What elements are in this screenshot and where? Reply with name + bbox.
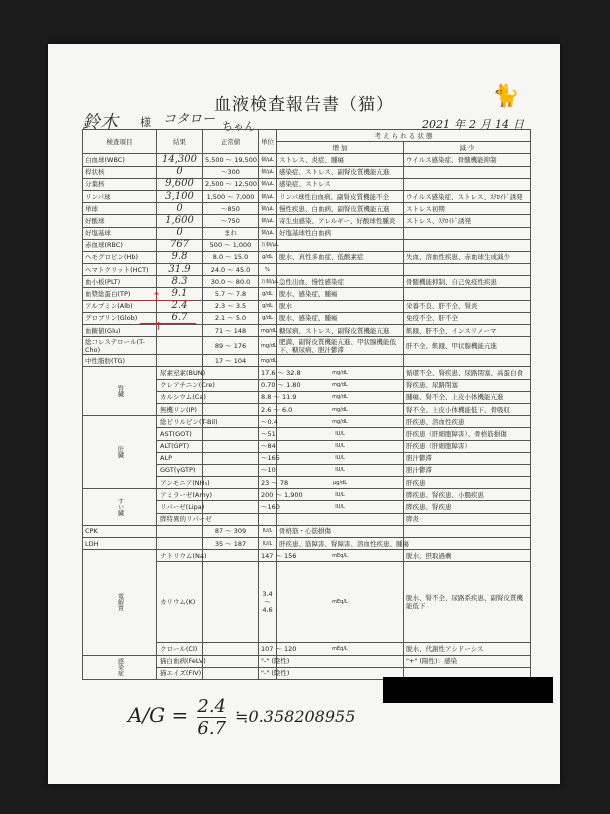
pet-name: コタロー xyxy=(163,112,216,127)
date-month: 2 xyxy=(469,118,476,131)
result-value: 0 xyxy=(157,203,203,215)
unit: IU/L xyxy=(277,464,404,476)
increase-cause: 脱水、摂取過剰 xyxy=(404,550,531,562)
owner-name: 鈴木 xyxy=(82,112,118,133)
normal-range: 17 〜 104 xyxy=(203,355,259,367)
unit: mg/dL xyxy=(277,367,404,379)
result-value xyxy=(203,452,259,464)
increase-cause: 感染症、ストレス、副腎皮質機能亢進 xyxy=(277,166,404,178)
normal-range: 500 〜 1,000 xyxy=(203,239,259,251)
item-name: 血漿総蛋白(TP) xyxy=(83,288,157,300)
unit: 個/μL xyxy=(259,190,277,202)
item-name: 総コレステロール(T-Cho) xyxy=(83,337,157,355)
col-normal: 正常値 xyxy=(203,130,259,154)
table-row xyxy=(83,239,531,251)
increase-cause: 肝疾患、筋障害、腎障害、溶血性疾患、腫瘍 xyxy=(277,538,404,550)
increase-cause: 膵疾患、腎疾患、小腸疾患 xyxy=(404,489,531,501)
item-name: 尿素窒素(BUN) xyxy=(157,367,203,379)
increase-cause: 慢性疾患、白血病、副腎皮質機能亢進 xyxy=(277,203,404,215)
unit: IU/L xyxy=(277,440,404,452)
unit: mg/dL xyxy=(259,325,277,337)
item-name: アンモニア(NH₃) xyxy=(157,477,203,489)
increase-cause: 腎疾患、尿路閉塞 xyxy=(404,379,531,391)
increase-cause xyxy=(277,239,404,251)
unit: g/dL xyxy=(259,300,277,312)
group-label: 感染症 xyxy=(83,655,157,679)
col-increase: 増 加 xyxy=(277,142,404,154)
unit: mg/dL xyxy=(277,403,404,415)
normal-range: 87 〜 309 xyxy=(203,525,259,537)
unit: mg/dL xyxy=(277,416,404,428)
normal-range: 200 〜 1,900 xyxy=(259,489,277,501)
table-row xyxy=(83,154,531,166)
increase-cause: 寄生虫感染、アレルギー、好酸球性腫炎 xyxy=(277,215,404,227)
decrease-cause: 栄養不良、肝不全、腎炎 xyxy=(404,300,531,312)
normal-range: "-" (陰性) xyxy=(259,655,277,667)
item-name: リパーゼ(Lipa) xyxy=(157,501,203,513)
normal-range: 89 〜 176 xyxy=(203,337,259,355)
decrease-cause xyxy=(404,355,531,367)
item-name: GGT(γGTP) xyxy=(157,464,203,476)
col-decrease: 減 少 xyxy=(404,142,531,154)
red-underline-glob xyxy=(140,323,196,324)
result-value: 9.8 xyxy=(157,251,203,263)
normal-range: 107 〜 120 xyxy=(259,643,277,655)
unit: % xyxy=(259,264,277,276)
unit: mEq/L xyxy=(277,550,404,562)
decrease-cause: ストレス、ｽﾃﾛｲﾄﾞ誘発 xyxy=(404,215,531,227)
unit xyxy=(277,655,404,667)
increase-cause: ストレス、炎症、腫瘍 xyxy=(277,154,404,166)
increase-cause: 胆汁鬱滞 xyxy=(404,464,531,476)
up-arrow-tp: ↑ xyxy=(152,290,162,303)
result-value xyxy=(157,355,203,367)
item-name: クロール(Cl) xyxy=(157,643,203,655)
table-row xyxy=(83,190,531,202)
item-name: 白血球(WBC) xyxy=(83,154,157,166)
report-title: 血液検査報告書（猫） xyxy=(214,95,394,115)
decrease-cause xyxy=(404,288,531,300)
unit: g/dL xyxy=(259,312,277,324)
increase-cause: 膵疾患、腎疾患 xyxy=(404,501,531,513)
increase-cause: 脱水、代謝性アシドーシス xyxy=(404,643,531,655)
group-label: すい臓 xyxy=(83,489,157,526)
result-value: 14,300 xyxy=(157,154,203,166)
decrease-cause xyxy=(404,166,531,178)
unit: 個/μL xyxy=(259,203,277,215)
table-row xyxy=(83,215,531,227)
redaction-box xyxy=(383,677,553,703)
table-row xyxy=(83,416,531,428)
result-value: 1,600 xyxy=(157,215,203,227)
table-row xyxy=(83,355,531,367)
normal-range: 30.0 〜 80.0 xyxy=(203,276,259,288)
table-row xyxy=(83,264,531,276)
increase-cause: 肝疾患（肝細胞障害） xyxy=(404,440,531,452)
increase-cause: 糖尿病、ストレス、副腎皮質機能亢進 xyxy=(277,325,404,337)
table-row xyxy=(83,525,531,537)
formula-denominator: 6.7 xyxy=(197,718,227,739)
result-value xyxy=(203,667,259,679)
unit: 万個/μL xyxy=(259,276,277,288)
item-name: ALT(GPT) xyxy=(157,440,203,452)
item-name: 中性脂肪(TG) xyxy=(83,355,157,367)
result-value: 9.1 xyxy=(157,288,203,300)
normal-range: 2.3 〜 3.5 xyxy=(203,300,259,312)
unit: IU/L xyxy=(259,538,277,550)
increase-cause: 脱水、感染症、腫瘍 xyxy=(277,288,404,300)
normal-range: 71 〜 148 xyxy=(203,325,259,337)
increase-cause: 腫瘍、腎不全、上皮小体機能亢進 xyxy=(404,391,531,403)
decrease-cause xyxy=(404,264,531,276)
normal-range xyxy=(259,513,277,525)
result-value xyxy=(203,367,259,379)
increase-cause: 好塩基球性白血病 xyxy=(277,227,404,239)
decrease-cause: 免疫不全、肝不全 xyxy=(404,312,531,324)
result-value: 767 xyxy=(157,239,203,251)
unit: mg/dL xyxy=(277,391,404,403)
increase-cause xyxy=(277,264,404,276)
item-name: 血糖値(Glu) xyxy=(83,325,157,337)
up-arrow-glob: ↑ xyxy=(154,320,164,333)
item-name: 好酸球 xyxy=(83,215,157,227)
item-name: アミラーゼ(Amy) xyxy=(157,489,203,501)
item-name: 猫白血病(FeLV) xyxy=(157,655,203,667)
unit: mg/dL xyxy=(277,379,404,391)
result-value xyxy=(157,538,203,550)
table-row xyxy=(83,288,531,300)
decrease-cause: 肝不全、飢餓、甲状腺機能亢進 xyxy=(404,337,531,355)
normal-range: 〜10 xyxy=(259,464,277,476)
normal-range: 2.1 〜 5.0 xyxy=(203,312,259,324)
group-label: 腎臓 xyxy=(83,367,157,416)
normal-range: 2.6 〜 6.0 xyxy=(259,403,277,415)
decrease-cause xyxy=(404,227,531,239)
item-name: 無機リン(IP) xyxy=(157,403,203,415)
decrease-cause: 飢餓、肝不全、インスリノーマ xyxy=(404,325,531,337)
report-paper xyxy=(48,44,560,784)
item-name: グロブリン(Glob) xyxy=(83,312,157,324)
result-value xyxy=(203,643,259,655)
col-unit: 単位 xyxy=(259,130,277,154)
increase-cause: 脱水、真性多血症、低酸素症 xyxy=(277,251,404,263)
unit: 個/μL xyxy=(259,166,277,178)
normal-range: 〜165 xyxy=(259,452,277,464)
normal-range: 〜84 xyxy=(259,440,277,452)
increase-cause: 肝疾患、溶血性疾患 xyxy=(404,416,531,428)
col-item: 検査項目 xyxy=(83,130,157,154)
increase-cause: 膵炎 xyxy=(404,513,531,525)
result-value: 6.7 xyxy=(157,312,203,324)
date-year: 2021 xyxy=(422,118,450,131)
table-row xyxy=(83,251,531,263)
decrease-cause xyxy=(404,538,531,550)
normal-range: 35 〜 187 xyxy=(203,538,259,550)
decrease-cause: ウイルス感染症、骨髄機能抑制 xyxy=(404,154,531,166)
ag-ratio-formula xyxy=(128,696,355,739)
group-label: 肝臓 xyxy=(83,416,157,489)
formula-result: ≒0.358208955 xyxy=(235,707,356,726)
normal-range: 8.8 〜 11.9 xyxy=(259,391,277,403)
result-value xyxy=(203,477,259,489)
decrease-cause: ウイルス感染症、ストレス、ｽﾃﾛｲﾄﾞ誘発 xyxy=(404,190,531,202)
decrease-cause: ストレス初期 xyxy=(404,203,531,215)
item-name: 単球 xyxy=(83,203,157,215)
item-name: アルブミン(Alb) xyxy=(83,300,157,312)
date-day: 14 xyxy=(495,118,509,131)
unit: g/dL xyxy=(259,288,277,300)
item-name: LDH xyxy=(83,538,157,550)
item-name: 好塩基球 xyxy=(83,227,157,239)
col-interp: 考 え ら れ る 状 態 xyxy=(277,130,531,142)
decrease-cause: 失血、溶血性疾患、赤血球生成減少 xyxy=(404,251,531,263)
unit: 個/μL xyxy=(259,154,277,166)
honorific-sama: 様 xyxy=(140,116,151,129)
table-row xyxy=(83,227,531,239)
result-value xyxy=(203,501,259,513)
table-row xyxy=(83,489,531,501)
cat-icon: 🐈 xyxy=(492,84,520,109)
result-value xyxy=(203,562,259,643)
normal-range: 〜160 xyxy=(259,501,277,513)
normal-range: 23 〜 78 xyxy=(259,477,277,489)
table-row xyxy=(83,655,531,667)
item-name: ヘマトクリット(HCT) xyxy=(83,264,157,276)
normal-range: 〜850 xyxy=(203,203,259,215)
unit: IU/L xyxy=(277,428,404,440)
normal-range: 17.6 〜 32.8 xyxy=(259,367,277,379)
item-name: 猫エイズ(FIV) xyxy=(157,667,203,679)
normal-range: 8.0 〜 15.0 xyxy=(203,251,259,263)
normal-range: 3.4 〜 4.6 xyxy=(259,562,277,643)
unit xyxy=(277,513,404,525)
increase-cause: 脱水 xyxy=(277,300,404,312)
table-row xyxy=(83,337,531,355)
normal-range: 24.0 〜 45.0 xyxy=(203,264,259,276)
result-value xyxy=(157,525,203,537)
increase-cause: 肝疾患 xyxy=(404,477,531,489)
result-value xyxy=(203,403,259,415)
unit: g/dL xyxy=(259,251,277,263)
increase-cause: 急性出血、慢性感染症 xyxy=(277,276,404,288)
increase-cause: 骨格筋・心筋損傷 xyxy=(277,525,404,537)
result-value xyxy=(203,428,259,440)
unit: IU/L xyxy=(277,452,404,464)
normal-range: まれ xyxy=(203,227,259,239)
decrease-cause: 骨髄機能抑制、自己免疫性疾患 xyxy=(404,276,531,288)
item-name: AST(GOT) xyxy=(157,428,203,440)
decrease-cause xyxy=(404,239,531,251)
normal-range: 〜0.4 xyxy=(259,416,277,428)
date-year-label: 年 xyxy=(454,118,465,131)
unit: 万個/μL xyxy=(259,239,277,251)
result-value: 0 xyxy=(157,227,203,239)
formula-numerator: 2.4 xyxy=(197,696,227,717)
result-value xyxy=(157,337,203,355)
increase-cause: 循環不全、腎疾患、尿路閉塞、高蛋白食 xyxy=(404,367,531,379)
normal-range: 1,500 〜 7,000 xyxy=(203,190,259,202)
item-name: リンパ球 xyxy=(83,190,157,202)
table-row xyxy=(83,538,531,550)
table-row xyxy=(83,276,531,288)
normal-range: 〜750 xyxy=(203,215,259,227)
unit: μg/dL xyxy=(277,477,404,489)
group-label: 電解質 xyxy=(83,550,157,655)
result-value: 3,100 xyxy=(157,190,203,202)
normal-range: 5,500 〜 19,500 xyxy=(203,154,259,166)
unit: IU/L xyxy=(277,501,404,513)
normal-range: "-" (陰性) xyxy=(259,667,277,679)
result-value: 31.9 xyxy=(157,264,203,276)
result-value: 2.4 xyxy=(157,300,203,312)
unit: IU/L xyxy=(277,489,404,501)
date-day-label: 日 xyxy=(513,118,524,131)
result-value xyxy=(203,440,259,452)
item-name: ヘモグロビン(Hb) xyxy=(83,251,157,263)
table-row xyxy=(83,300,531,312)
item-name: クレアチニン(Cre) xyxy=(157,379,203,391)
result-value: 8.3 xyxy=(157,276,203,288)
unit: 個/μL xyxy=(259,215,277,227)
normal-range: 0.70 〜 1.80 xyxy=(259,379,277,391)
normal-range: 5.7 〜 7.8 xyxy=(203,288,259,300)
formula-left: A/G = xyxy=(128,703,189,727)
unit: mEq/L xyxy=(277,643,404,655)
increase-cause: 肥満、副腎皮質機能亢進、甲状腺機能低下、糖尿病、胆汁鬱滞 xyxy=(277,337,404,355)
increase-cause: 脱水、感染症、腫瘍 xyxy=(277,312,404,324)
increase-cause: リンパ球性白血病、副腎皮質機能不全 xyxy=(277,190,404,202)
unit: IU/L xyxy=(259,525,277,537)
result-value xyxy=(203,464,259,476)
increase-cause xyxy=(277,355,404,367)
item-name: 総ビリルビン(T-Bil) xyxy=(157,416,203,428)
table-row xyxy=(83,325,531,337)
increase-cause: 腎不全、上皮小体機能低下、骨吸収 xyxy=(404,403,531,415)
results-body xyxy=(83,154,531,680)
honorific-chan: ちゃん xyxy=(222,120,255,133)
result-value xyxy=(203,550,259,562)
unit: 個/μL xyxy=(259,178,277,190)
normal-range: 〜300 xyxy=(203,166,259,178)
item-name: 分葉核 xyxy=(83,178,157,190)
col-result: 結果 xyxy=(157,130,203,154)
result-value: 9,600 xyxy=(157,178,203,190)
unit: mg/dL xyxy=(259,355,277,367)
decrease-cause xyxy=(404,525,531,537)
item-name: 桿状核 xyxy=(83,166,157,178)
results-table xyxy=(82,129,531,680)
table-row xyxy=(83,166,531,178)
item-name: 膵特異的リパーゼ xyxy=(157,513,203,525)
item-name: カルシウム(Ca) xyxy=(157,391,203,403)
increase-cause: 脱水、腎不全、尿路系疾患、副腎皮質機能低下 xyxy=(404,562,531,643)
result-value xyxy=(157,325,203,337)
unit: 個/μL xyxy=(259,227,277,239)
item-name: 赤血球(RBC) xyxy=(83,239,157,251)
item-name: ALP xyxy=(157,452,203,464)
result-value xyxy=(203,391,259,403)
unit: mg/dL xyxy=(259,337,277,355)
item-name: 血小板(PLT) xyxy=(83,276,157,288)
normal-range: 147 〜 156 xyxy=(259,550,277,562)
unit: mEq/L xyxy=(277,562,404,643)
result-value: 0 xyxy=(157,166,203,178)
increase-cause: 胆汁鬱滞 xyxy=(404,452,531,464)
table-row xyxy=(83,367,531,379)
increase-cause: 肝疾患（肝細胞障害）、骨格筋損傷 xyxy=(404,428,531,440)
increase-cause: "+" (陽性)：感染 xyxy=(404,655,531,667)
item-name: カリウム(K) xyxy=(157,562,203,643)
table-row xyxy=(83,178,531,190)
normal-range: 2,500 〜 12,500 xyxy=(203,178,259,190)
table-row xyxy=(83,203,531,215)
normal-range: 〜51 xyxy=(259,428,277,440)
result-value xyxy=(203,655,259,667)
decrease-cause xyxy=(404,178,531,190)
item-name: CPK xyxy=(83,525,157,537)
date-month-label: 月 xyxy=(480,118,491,131)
increase-cause: 感染症、ストレス xyxy=(277,178,404,190)
table-row xyxy=(83,550,531,562)
item-name: ナトリウム(Na) xyxy=(157,550,203,562)
